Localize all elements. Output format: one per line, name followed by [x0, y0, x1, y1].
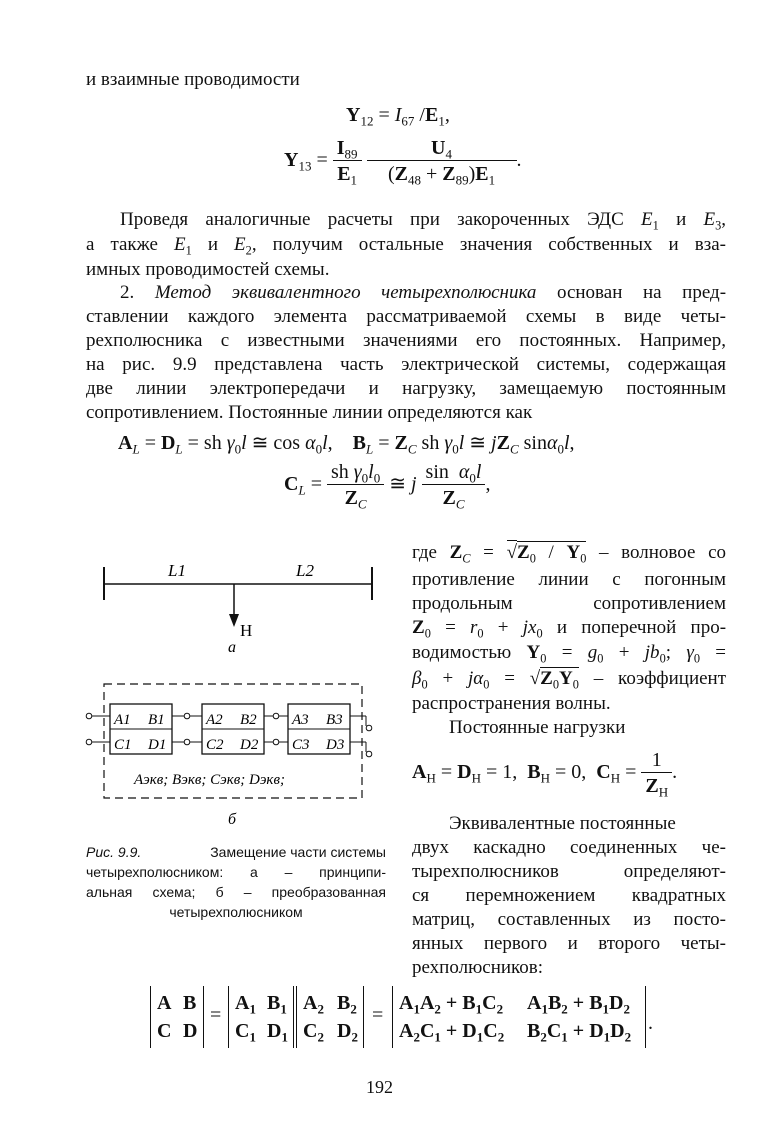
- formula-cl: $C_L$ = $\frac{sh \gamma_0l_0}{Z_C}$ ≅ j $\frac{\sin \alpha_0l}{Z_C}$ ,: [284, 461, 491, 512]
- label-l2: L2: [296, 561, 314, 580]
- figure-a-diagram: [104, 561, 372, 656]
- right-line-2: противление линии с погонным: [412, 569, 726, 590]
- paragraph-2-line-1: 2. Метод эквивалентного четырехполюсника основан на пред-: [120, 282, 727, 303]
- caption-line-4: четырехполюсником: [169, 904, 303, 920]
- paragraph-2-line-6: сопротивлением. Постоянные линии определяются как: [86, 402, 533, 423]
- label-a: а: [228, 639, 236, 656]
- block1-a: A1: [114, 712, 131, 728]
- intro-line: и взаимные проводимости: [86, 69, 300, 90]
- block2-b: B2: [240, 712, 257, 728]
- formula-y12: $Y_{12} = I_{67}$ $/E_1$,: [346, 104, 450, 129]
- figure-b-diagram: [86, 684, 372, 828]
- label-l1: L1: [168, 561, 186, 580]
- figure-9-9: [82, 552, 382, 832]
- right-line-4: $Z_0 = r_0 + jx_0$ и поперечной про-: [412, 617, 727, 641]
- block1-c: C1: [114, 737, 132, 753]
- matrix-equation: A B C D = $A_1$ $B_1$ $C_1$ $D_1$ $A_2$ $B_2$ $C_2$ $D_2$ = $A_1A_2 + B_1C_2$ $A_1B_2 + B_1D_2$ $A_2C_1 + D_1C_2$ $B_2C_1 + D_1D_2$ .: [150, 986, 670, 1050]
- right-line-3: продольным сопротивлением: [412, 593, 726, 614]
- paragraph-1-line-3: имных проводимостей схемы.: [86, 259, 330, 280]
- block3-b: B3: [326, 712, 343, 728]
- block2-c: C2: [206, 737, 224, 753]
- right-line-8: Постоянные нагрузки: [449, 717, 626, 738]
- caption-line-1: Рис. 9.9. Замещение части системы: [86, 844, 386, 860]
- right-line-7: распространения волны.: [412, 693, 611, 714]
- label-b: б: [228, 811, 237, 828]
- right-line-14: янных первого и второго четы-: [412, 933, 726, 954]
- right-line-12: ся перемножением квадратных: [412, 885, 726, 906]
- figure-caption: [86, 842, 386, 922]
- caption-line-2: четырехполюсником: а – принципи-: [86, 864, 386, 880]
- right-line-9: Эквивалентные постоянные: [449, 813, 676, 834]
- matrix-1: $A_1$ $B_1$ $C_1$ $D_1$: [228, 986, 294, 1048]
- formula-load-constants: $A_H = D_H = 1$, $B_H = 0$, $C_H$ = $\frac{1}{Z_H}$ .: [412, 749, 678, 800]
- paragraph-2-line-5: две линии электропередачи и нагрузку, замещаемую постоянным: [86, 378, 726, 399]
- equiv-label: Aэкв; Bэкв; Cэкв; Dэкв;: [134, 772, 285, 788]
- right-line-5: водимостью $Y_0 = g_0 + jb_0$; $\gamma_0$ =: [412, 642, 727, 666]
- right-line-10: двух каскадно соединенных че-: [412, 837, 726, 858]
- right-line-15: рехполюсников:: [412, 957, 544, 978]
- block2-d: D2: [240, 737, 259, 753]
- page-number: 192: [366, 1077, 393, 1097]
- matrix-product: $A_1A_2 + B_1C_2$ $A_1B_2 + B_1D_2$ $A_2C_1 + D_1C_2$ $B_2C_1 + D_1D_2$: [392, 986, 646, 1048]
- block3-a: A3: [292, 712, 309, 728]
- block3-d: D3: [326, 737, 345, 753]
- paragraph-1-line-2: а также $E_1$ и $E_2$, получим остальные значения собственных и вза-: [86, 234, 726, 258]
- paragraph-2-line-3: рехполюсника с известными значениями его постоянных. Например,: [86, 330, 726, 351]
- right-line-11: тырехполюсников определяют-: [412, 861, 726, 882]
- formula-y13: $Y_{13}$ = $\frac{I_{89}}{E_1}$ $\frac{U_4}{(Z_{48} + Z_{89})E_1}$ .: [284, 137, 522, 188]
- paragraph-2-line-2: ставлении каждого элемента рассматриваемой схемы в виде четы-: [86, 306, 726, 327]
- load-arrow-icon: [229, 614, 239, 627]
- matrix-abcd: A B C D: [150, 986, 204, 1048]
- block3-c: C3: [292, 737, 310, 753]
- right-line-13: матриц, составленных из посто-: [412, 909, 726, 930]
- block1-d: D1: [148, 737, 167, 753]
- block1-b: B1: [148, 712, 165, 728]
- paragraph-1-line-1: Проведя аналогичные расчеты при закороченных ЭДС $E_1$ и $E_3$,: [120, 209, 727, 233]
- block2-a: A2: [206, 712, 223, 728]
- label-h: H: [240, 621, 253, 640]
- right-line-6: $\beta_0 + j\alpha_0 = √Z_0Y_0$ – коэффициент: [412, 668, 727, 692]
- matrix-2: $A_2$ $B_2$ $C_2$ $D_2$: [296, 986, 364, 1048]
- formula-al-bl: $A_L = D_L$ = sh $\gamma_0l$ ≅ $\cos \alpha_0l$, $B_L = Z_C$ sh $\gamma_0l$ ≅ $jZ_C$ sinα$_0$l,: [118, 432, 575, 457]
- paragraph-2-line-4: на рис. 9.9 представлена часть электрической системы, содержащая: [86, 354, 726, 375]
- caption-line-3: альная схема; б – преобразованная: [86, 884, 386, 900]
- right-line-1: где $Z_C = √Z_0 / Y_0$ – волновое со: [412, 542, 727, 566]
